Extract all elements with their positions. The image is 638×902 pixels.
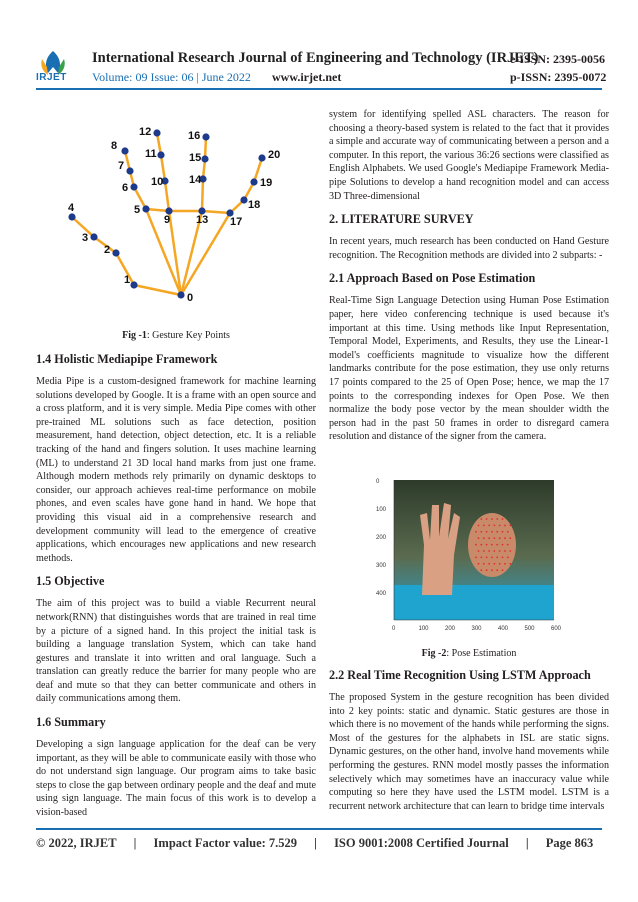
face-mesh-point: [478, 550, 480, 552]
figure-1-caption-text: : Gesture Key Points: [146, 330, 230, 341]
x-tick-label: 100: [418, 626, 429, 632]
section-2-2-title: 2.2 Real Time Recognition Using LSTM Approach: [329, 668, 591, 682]
section-2-text: In recent years, much research has been conducted on Hand Gesture recognition. The Recognition methods are divided into 2 subparts: -: [329, 236, 609, 261]
hand-keypoint: [68, 213, 75, 220]
face-mesh-point: [502, 518, 504, 520]
face-mesh-point: [491, 544, 493, 546]
volume-issue: Volume: 09 Issue: 06 | June 2022: [92, 70, 251, 84]
y-tick-label: 300: [376, 563, 387, 569]
face-mesh-point: [483, 550, 485, 552]
left-column: [36, 346, 316, 829]
face-mesh-point: [480, 518, 482, 520]
hand-keypoint: [121, 147, 128, 154]
face-mesh-point: [494, 563, 496, 565]
footer-separator: |: [525, 836, 529, 850]
section-1-5-title: 1.5 Objective: [36, 574, 105, 589]
hand-keypoint: [258, 154, 265, 161]
face-mesh-point: [480, 531, 482, 533]
y-tick-label: 400: [376, 591, 387, 597]
hand-keypoint-label: 12: [139, 126, 152, 138]
face-mesh-point: [486, 518, 488, 520]
hand-keypoint-label: 3: [82, 232, 89, 244]
face-mesh-point: [478, 525, 480, 527]
face-mesh-point: [502, 531, 504, 533]
face-mesh-point: [509, 563, 511, 565]
header-divider: [36, 88, 602, 90]
hand-keypoint-label: 5: [134, 204, 141, 216]
x-tick-label: 600: [551, 626, 562, 632]
face-mesh-point: [507, 531, 509, 533]
section-2-1-text: Real-Time Sign Language Detection using Human Pose Estimation paper, here video conferencing technique is used because it's important at this time. Using methods like Input Representation, Temporal Model, Experiments, and Results, they use the Linear-1 model's coefficients magnitude to visualize how the different landmarks contribute for the pose estimation, they use only returns 17 points compared to the 25 of Open Pose; hence, we map the 17 points to the corresponding indexes for Open Pose. We then normalize the body pose vector by the mean shoulder width the person had in the past 50 frames in order to disregard camera resolution and distance of the signer from the camera.: [329, 295, 609, 443]
face-mesh-point: [496, 557, 498, 559]
hand-keypoint: [240, 196, 247, 203]
face-mesh-point: [491, 569, 493, 571]
face-mesh-point: [507, 544, 509, 546]
face-mesh-point: [488, 550, 490, 552]
face-mesh-point: [499, 563, 501, 565]
right-column-bottom: [329, 668, 609, 813]
y-tick-label: 0: [376, 479, 380, 485]
face-mesh-point: [475, 544, 477, 546]
hand-keypoint-label: 2: [104, 244, 111, 256]
footer-separator: |: [314, 836, 317, 850]
face-mesh-point: [488, 525, 490, 527]
pissn: p-ISSN: 2395-0072: [510, 70, 607, 84]
shirt-area: [394, 585, 554, 620]
footer-impact-factor: Impact Factor value: 7.529: [153, 836, 298, 850]
x-tick-label: 400: [498, 626, 509, 632]
hand-keypoint: [201, 155, 208, 162]
face-mesh-point: [507, 557, 509, 559]
hand-keypoint: [90, 233, 97, 240]
page-header: [0, 0, 638, 88]
figure-2-caption-text: : Pose Estimation: [446, 648, 517, 659]
face-mesh-point: [509, 525, 511, 527]
face-mesh-point: [483, 525, 485, 527]
footer-copyright: © 2022, IRJET: [36, 836, 117, 850]
x-tick-label: 0: [392, 626, 396, 632]
face-mesh-point: [486, 557, 488, 559]
face-mesh-point: [475, 557, 477, 559]
section-2-2-text: The proposed System in the gesture recognition has been divided into 2 key points: static and dynamic. Static gestures are those in which there is no movement of the hands while performing the signs. Most of the gestures for the alphabets in ISL are static signs. Dynamic gestures, on the other hand, involve hand movements while performing the gestures. RNN model mostly passes the information selectively which may sometimes have an inaccuracy value while computing so here they have used the LSTM model. LSTM is a recurrent network architecture that can learn to bridge time intervals: [329, 692, 609, 812]
face-mesh-point: [502, 569, 504, 571]
face-mesh-point: [475, 531, 477, 533]
face-mesh-point: [504, 550, 506, 552]
section-1-4-title: 1.4 Holistic Mediapipe Framework: [36, 352, 218, 366]
x-tick-label: 300: [471, 626, 482, 632]
section-2-1-title: 2.1 Approach Based on Pose Estimation: [329, 271, 536, 286]
footer-divider: [36, 828, 602, 830]
figure-1-label: Fig -1: [122, 330, 147, 341]
face-mesh-point: [496, 569, 498, 571]
section-2-title: 2. LITERATURE SURVEY: [329, 212, 474, 227]
face-mesh-point: [504, 563, 506, 565]
face-mesh-point: [488, 537, 490, 539]
y-tick-label: 200: [376, 535, 387, 541]
hand-keypoint-label: 7: [118, 160, 125, 172]
figure-2-label: Fig -2: [421, 648, 447, 659]
hand-keypoint-label: 18: [248, 199, 261, 211]
face-mesh-point: [496, 518, 498, 520]
face-mesh-point: [499, 525, 501, 527]
hand-keypoint: [112, 249, 119, 256]
face-mesh-point: [499, 550, 501, 552]
x-tick-label: 500: [524, 626, 535, 632]
face-mesh-point: [491, 518, 493, 520]
eissn: e-ISSN: 2395-0056: [510, 52, 605, 66]
figure-2-caption: [329, 648, 609, 659]
face-mesh-point: [494, 550, 496, 552]
footer-separator: |: [133, 836, 137, 850]
section-1-5-text: The aim of this project was to build a viable Recurrent neural network(RNN) that distinguishes words that are trained in real time by a picture of a signed hand. In this project the initial task is building a language translation System, which can take hand gestures and translate it into written and oral language. Such a translation can greatly reduce the barrier for many people who are deaf and mute so that they can better communicate and others in daily communications among them.: [36, 598, 316, 705]
face-mesh-point: [483, 537, 485, 539]
hand-keypoint: [126, 167, 133, 174]
face-mesh-point: [478, 537, 480, 539]
footer-iso: ISO 9001:2008 Certified Journal: [334, 836, 509, 850]
hand-keypoint: [153, 129, 160, 136]
face-mesh-point: [483, 563, 485, 565]
face-mesh-point: [509, 550, 511, 552]
hand-keypoint-label: 6: [122, 182, 129, 194]
hand-keypoint: [250, 178, 257, 185]
footer-page-number: Page 863: [545, 836, 594, 850]
face-mesh-point: [486, 544, 488, 546]
face-mesh-point: [486, 569, 488, 571]
section-1-6-title: 1.6 Summary: [36, 715, 106, 730]
hand-keypoint-label: 13: [196, 214, 209, 226]
page-footer: [36, 836, 602, 851]
journal-title: International Research Journal of Engineering and Technology (IRJET): [92, 50, 539, 66]
logo-text: IRJET: [36, 72, 67, 83]
hand-keypoint-label: 10: [151, 176, 164, 188]
face-mesh-point: [480, 544, 482, 546]
face-mesh-point: [480, 557, 482, 559]
hand-keypoint-label: 14: [189, 174, 202, 186]
face-mesh-point: [504, 525, 506, 527]
hand-keypoint-label: 17: [230, 216, 243, 228]
right-column-top: [329, 108, 609, 453]
hand-keypoint: [202, 133, 209, 140]
face-mesh-point: [486, 531, 488, 533]
face-mesh-point: [494, 537, 496, 539]
section-1-4-text: Media Pipe is a custom-designed framework for machine learning solutions developed by Google. It is a frame with an open source and a cross platform, and it is very simple. Media Pipe comes with other pre-trained ML solutions such as face detection, position measurement, hand detection, object detection, etc. It is a reliable tracking of the hand and fingers solution. It uses machine learning (ML) to understand 21 3D local hand marks from just one frame. Although modern methods rely primarily on dynamic desktops to consider, our approach achieves real-time performance on mobile phones, and even scales have gone hand in hand. We hope that providing this visual aid in a comprehensive research and development community will lead to the emergence of creative applications, which encourages new applications and new research methods.: [36, 376, 316, 564]
hand-keypoint-label: 9: [164, 214, 171, 226]
face-mesh-point: [502, 544, 504, 546]
hand-keypoint: [130, 281, 137, 288]
face-mesh-point: [509, 537, 511, 539]
hand-keypoint-label: 20: [268, 149, 281, 161]
hand-keypoint-label: 19: [260, 177, 273, 189]
hand-keypoint: [142, 205, 149, 212]
face-mesh-point: [488, 563, 490, 565]
hand-keypoint-label: 8: [111, 140, 118, 152]
y-tick-label: 100: [376, 507, 387, 513]
hand-keypoint: [157, 151, 164, 158]
hand-keypoints-figure: [66, 122, 296, 302]
face-mesh-point: [504, 537, 506, 539]
face-mesh-point: [480, 569, 482, 571]
hand-keypoint-label: 1: [124, 274, 131, 286]
journal-website-link[interactable]: www.irjet.net: [272, 70, 342, 84]
hand-keypoint: [130, 183, 137, 190]
hand-keypoint-label: 16: [188, 130, 201, 142]
pose-estimation-figure: [372, 475, 562, 640]
face-mesh-point: [494, 525, 496, 527]
face-mesh-point: [491, 557, 493, 559]
hand-keypoint-label: 4: [68, 202, 75, 214]
face-mesh-point: [496, 544, 498, 546]
right-intro-text: system for identifying spelled ASL characters. The reason for choosing a theory-based system is related to the fact that it provides a simple and accurate way of communicating between a person and a computer. In this report, the various 36:26 sections were classified as English Alphabets. We used Google's Mediapipe Framework Media-pipe Solutions to develop a hand recognition model and can access 3D Three-dimensional: [329, 109, 609, 202]
face-mesh-point: [496, 531, 498, 533]
hand-keypoint: [177, 291, 184, 298]
face-mesh-point: [499, 537, 501, 539]
hand-keypoint-label: 15: [189, 152, 202, 164]
face-mesh-point: [502, 557, 504, 559]
section-1-6-text: Developing a sign language application for the deaf can be very important, as they will be able to communicate easily with those who do not understand sign language. Our program aims to take basic steps to close the gap between ordinary people and the deaf and mute using sign language. The main focus of this work is to develop a vision-based: [36, 739, 316, 819]
face-mesh-point: [491, 531, 493, 533]
face-mesh-point: [478, 563, 480, 565]
hand-keypoint-label: 11: [145, 148, 157, 160]
x-tick-label: 200: [445, 626, 456, 632]
figure-1-caption: [36, 330, 316, 341]
hand-keypoint-label: 0: [187, 292, 194, 302]
